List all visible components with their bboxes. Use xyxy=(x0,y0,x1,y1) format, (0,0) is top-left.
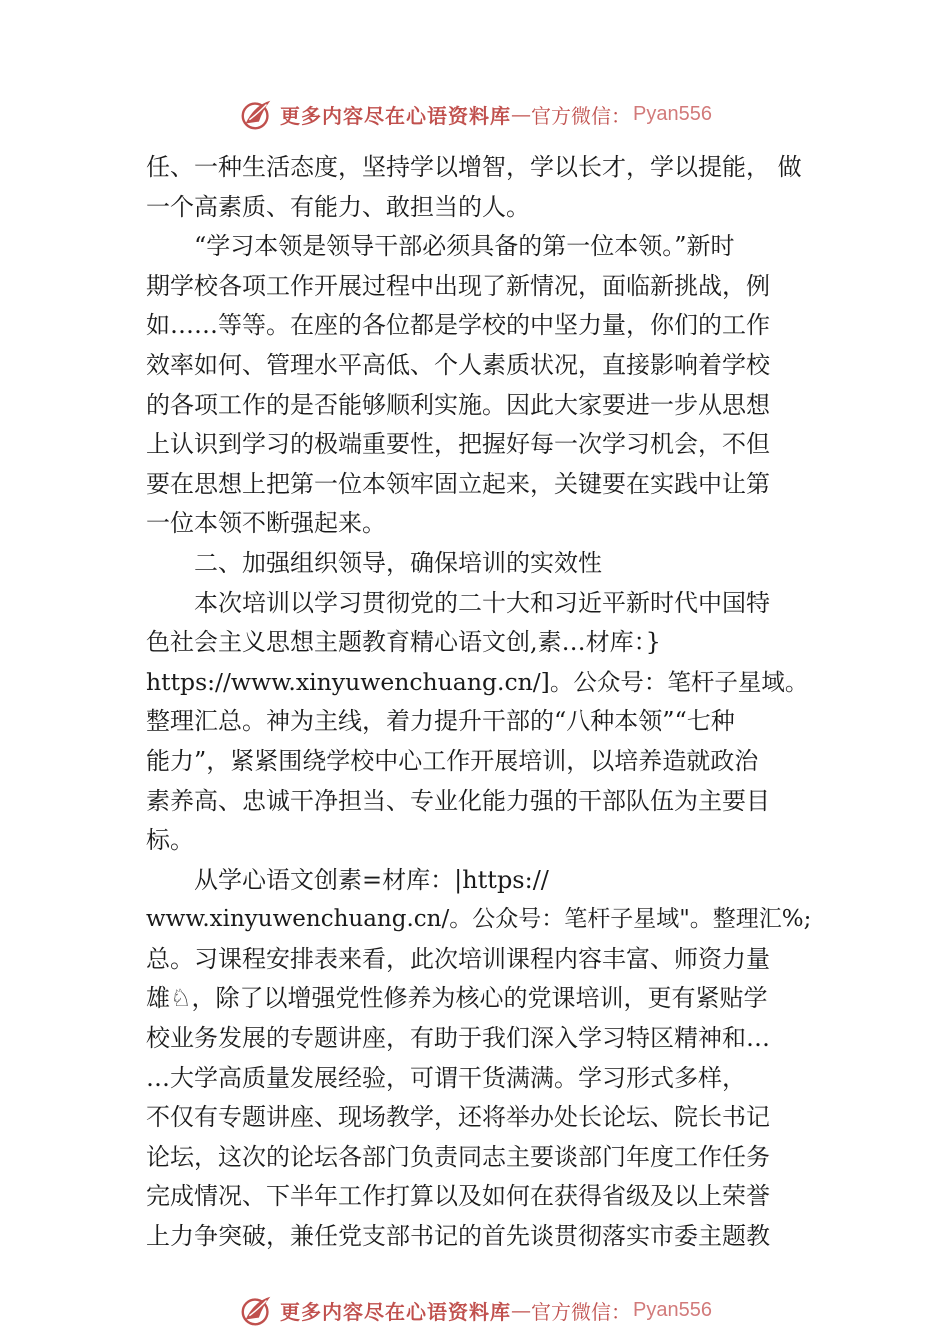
footer-watermark xyxy=(0,1288,950,1332)
banner-wechat-label: 官方微信： xyxy=(531,1299,632,1324)
text-line: 期学校各项工作开展过程中出现了新情况，面临新挑战，例 xyxy=(146,271,770,300)
banner-title: 更多内容尽在心语资料库 xyxy=(280,1299,512,1324)
text-line: 色社会主义思想主题教育精心语文创,素…材库：} xyxy=(146,628,661,657)
banner-wechat-label: 官方微信： xyxy=(531,103,632,128)
text-line: 一位本领不断强起来。 xyxy=(146,509,386,538)
text-line: 从学心语文创素=材库：|https:// xyxy=(194,865,549,894)
text-line: 如……等等。在座的各位都是学校的中坚力量，你们的工作 xyxy=(146,311,770,340)
text-line: “学习本领是领导干部必须具备的第一位本领。”新时 xyxy=(194,232,735,261)
text-line: 的各项工作的是否能够顺利实施。因此大家要进一步从思想 xyxy=(146,390,770,419)
text-line: 本次培训以学习贯彻党的二十大和习近平新时代中国特 xyxy=(194,588,770,617)
text-line: https://www.xinyuwenchuang.cn/]。公众号：笔杆子星域。 xyxy=(146,667,809,696)
text-line: 雄♘，除了以增强党性修养为核心的党课培训，更有紧贴学 xyxy=(146,984,768,1013)
text-line: 一个高素质、有能力、敢担当的人。 xyxy=(146,192,530,221)
text-line: 上认识到学习的极端重要性，把握好每一次学习机会，不但 xyxy=(146,430,770,459)
text-line: 校业务发展的专题讲座，有助于我们深入学习特区精神和… xyxy=(146,1024,770,1053)
header-watermark xyxy=(0,92,950,136)
text-line: 要在思想上把第一位本领牢固立起来，关键要在实践中让第 xyxy=(146,469,770,498)
text-line: 能力”，紧紧围绕学校中心工作开展培训，以培养造就政治 xyxy=(146,746,759,775)
text-line: …大学高质量发展经验，可谓干货满满。学习形式多样， xyxy=(146,1063,746,1092)
banner-wechat-id: Pyan556 xyxy=(633,1298,712,1321)
banner-wechat-id: Pyan556 xyxy=(633,102,712,125)
text-line: 整理汇总。神为主线，着力提升干部的“八种本领”“七种 xyxy=(146,707,735,736)
text-line: 标。 xyxy=(146,826,194,855)
text-line: 素养高、忠诚干净担当、专业化能力强的干部队伍为主要目 xyxy=(146,786,770,815)
text-line: 上力争突破，兼任党支部书记的首先谈贯彻落实市委主题教 xyxy=(146,1222,770,1251)
text-line xyxy=(146,148,814,188)
text-line: 不仅有专题讲座、现场教学，还将举办处长论坛、院长书记 xyxy=(146,1103,770,1132)
text-line: 完成情况、下半年工作打算以及如何在获得省级及以上荣誉 xyxy=(146,1182,770,1211)
text-line-part: 任、一种生活态度，坚持学以增智，学以长才，学以提能， 做 xyxy=(146,153,802,181)
text-line: 总。习课程安排表来看，此次培训课程内容丰富、师资力量 xyxy=(146,944,770,973)
text-line: 效率如何、管理水平高低、个人素质状况，直接影响着学校 xyxy=(146,350,770,379)
banner-title: 更多内容尽在心语资料库 xyxy=(280,103,512,128)
logo-icon xyxy=(238,1291,276,1329)
text-line: 论坛，这次的论坛各部门负责同志主要谈部门年度工作任务 xyxy=(146,1142,770,1171)
banner-dash: — xyxy=(511,1298,532,1322)
section-heading: 二、加强组织领导，确保培训的实效性 xyxy=(194,548,602,577)
banner-dash: — xyxy=(511,102,532,126)
logo-icon xyxy=(238,95,276,133)
text-line: www.xinyuwenchuang.cn/。公众号：笔杆子星域"。整理汇%; xyxy=(146,906,812,933)
document-body xyxy=(146,148,814,1257)
